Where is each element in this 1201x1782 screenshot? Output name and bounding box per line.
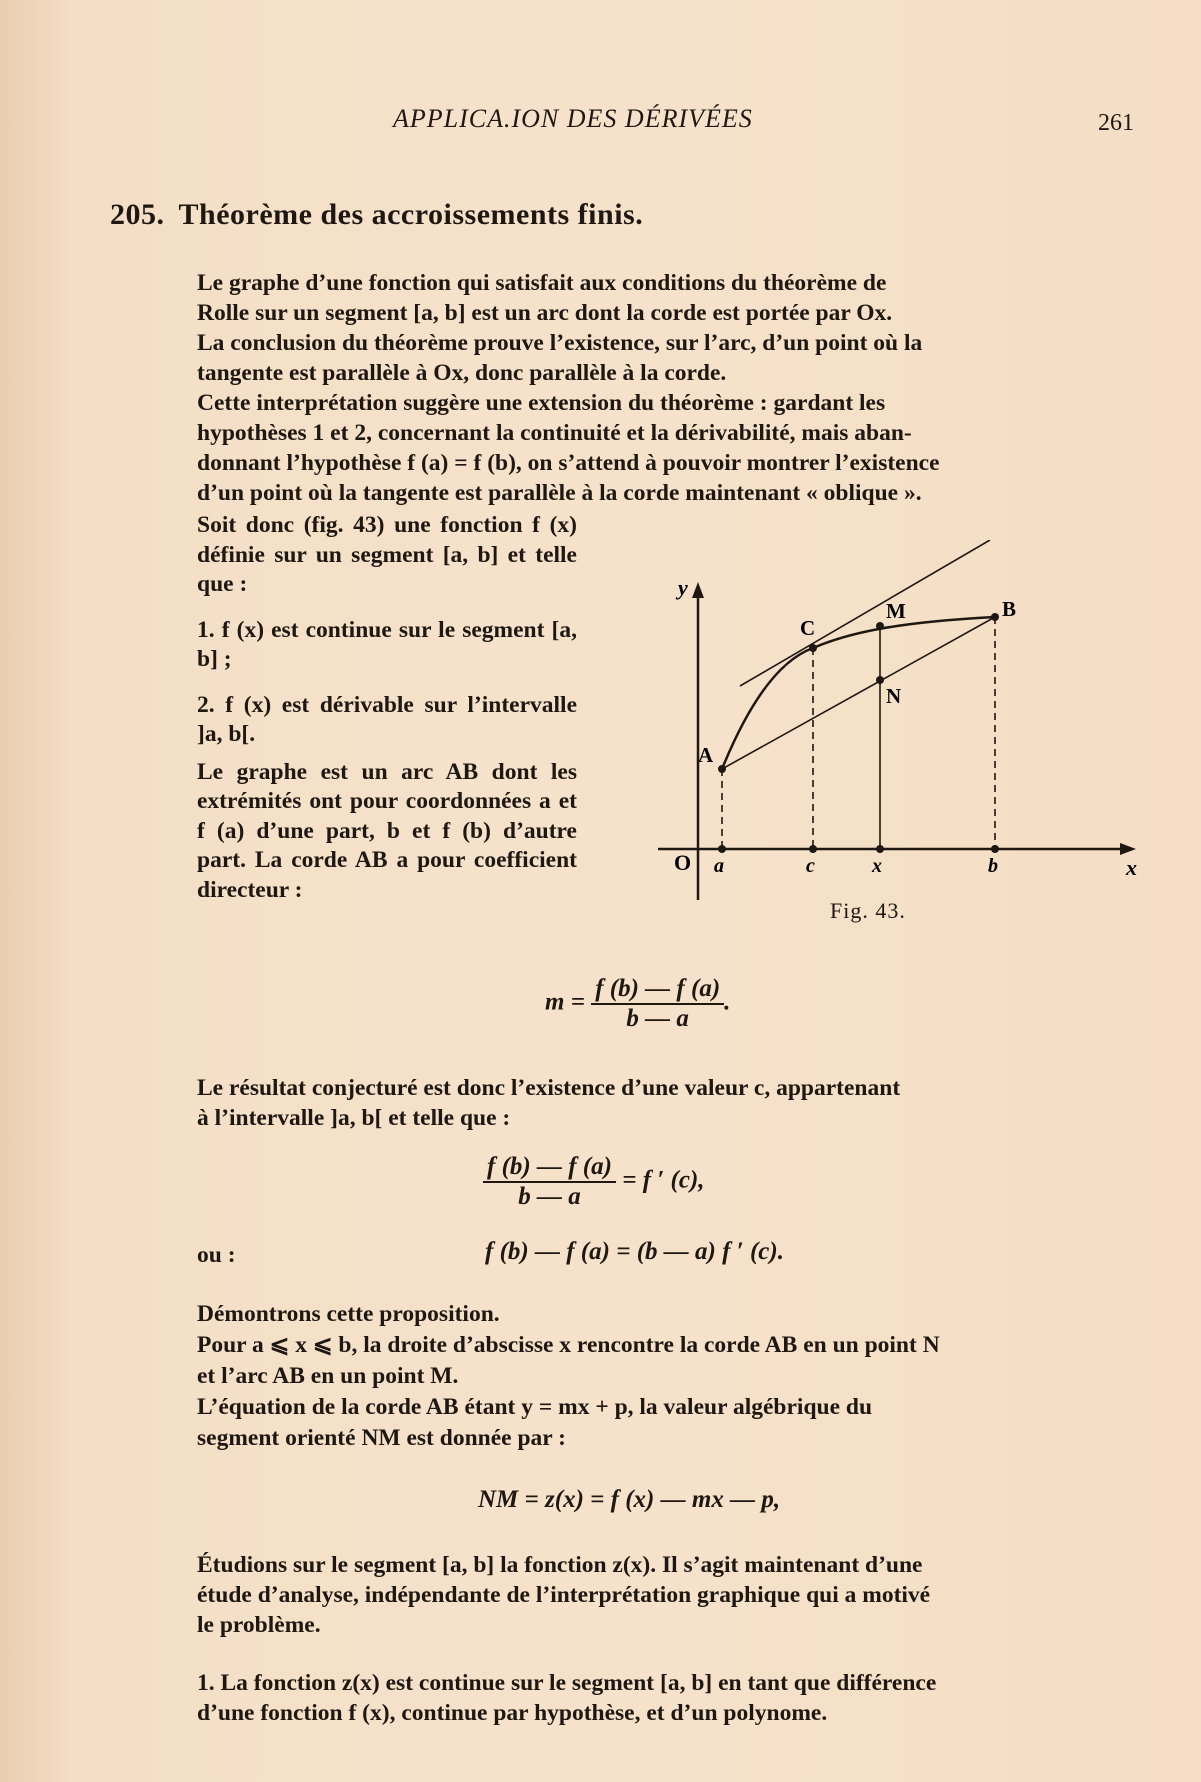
tick-a <box>718 845 726 853</box>
text-line: le problème. <box>197 1612 321 1638</box>
hypothesis-2: 2. f (x) est dérivable sur l’intervalle ]a, b[. <box>197 691 577 747</box>
formula-m-fraction <box>591 975 724 1033</box>
text-line: tangente est parallèle à Ox, donc parallèle à la corde. <box>197 360 727 386</box>
section-number: 205. <box>110 198 165 231</box>
formula-c-rhs: = f ′ (c), <box>622 1166 705 1194</box>
text-line: et l’arc AB en un point M. <box>197 1363 459 1389</box>
text-line: hypothèses 1 et 2, concernant la continuité et la dérivabilité, mais aban- <box>197 420 912 446</box>
text-line: Le graphe d’une fonction qui satisfait aux conditions du théorème de <box>197 270 887 296</box>
page-number: 261 <box>1098 110 1134 136</box>
label-y: y <box>678 575 688 600</box>
section-heading <box>110 198 643 232</box>
figure-43 <box>650 540 1150 910</box>
formula-c-den: b — a <box>518 1183 581 1210</box>
label-origin: O <box>674 850 692 875</box>
paragraph-continuity <box>197 1668 1140 1728</box>
tick-x <box>876 845 884 853</box>
text-line: segment orienté NM est donnée par : <box>197 1425 566 1451</box>
hypothesis-1: 1. f (x) est continue sur le segment [a, b] ; <box>197 616 577 672</box>
paragraph-demonstration <box>197 1299 1140 1454</box>
text-line: Cette interprétation suggère une extension du théorème : gardant les <box>197 390 886 416</box>
point-a <box>718 765 726 773</box>
intro-text: Soit donc (fig. 43) une fonction f (x) définie sur un segment [a, b] et telle que : <box>197 512 577 597</box>
text-line: Démontrons cette proposition. <box>197 1301 500 1327</box>
label-point-n: N <box>886 684 902 708</box>
section-title: Théorème des accroissements finis. <box>178 198 644 231</box>
text-line: d’un point où la tangente est parallèle à la corde maintenant « oblique ». <box>197 480 922 506</box>
running-title: APPLICA.ION DES DÉRIVÉES <box>393 104 753 133</box>
column-text <box>197 511 577 905</box>
paragraph-intro <box>197 268 1140 508</box>
label-b: b <box>988 855 998 877</box>
text-line: 1. La fonction z(x) est continue sur le segment [a, b] en tant que différence <box>197 1670 937 1696</box>
formula-c-fraction <box>483 1153 616 1211</box>
label-c: c <box>806 855 815 877</box>
point-b <box>991 613 999 621</box>
formula-nm: NM = z(x) = f (x) — mx — p, <box>478 1486 781 1513</box>
text-line: à l’intervalle ]a, b[ et telle que : <box>197 1105 511 1131</box>
paragraph-study <box>197 1550 1140 1640</box>
label-point-a: A <box>698 743 714 767</box>
formula-m-num: f (b) — f (a) <box>591 975 724 1005</box>
point-c <box>809 644 817 652</box>
formula-c-line2: f (b) — f (a) = (b — a) f ′ (c). <box>485 1238 784 1265</box>
formula-c-num: f (b) — f (a) <box>483 1153 616 1183</box>
label-a: a <box>714 855 724 877</box>
text-line: étude d’analyse, indépendante de l’interprétation graphique qui a motivé <box>197 1582 931 1608</box>
text-line: Le résultat conjecturé est donc l’existence d’une valeur c, appartenant <box>197 1075 901 1101</box>
formula-m-den: b — a <box>626 1005 689 1032</box>
formula-c <box>483 1153 705 1211</box>
text-line: Étudions sur le segment [a, b] la fonction z(x). Il s’agit maintenant d’une <box>197 1552 923 1578</box>
x-axis-arrow <box>1120 843 1136 855</box>
formula-m-end: . <box>724 988 731 1016</box>
tangent-line <box>740 540 990 686</box>
arc-paragraph: Le graphe est un arc AB dont les extrémités ont pour coordonnées a et f (a) d’une part, b et f (b) d’autre part. La corde AB a pour coefficient directeur : <box>197 758 577 903</box>
text-line: donnant l’hypothèse f (a) = f (b), on s’attend à pouvoir montrer l’existence <box>197 450 940 476</box>
text-line: Rolle sur un segment [a, b] est un arc dont la corde est portée par Ox. <box>197 300 893 326</box>
point-n <box>876 676 884 684</box>
tick-c <box>809 845 817 853</box>
label-point-b: B <box>1002 597 1017 621</box>
formula-m <box>545 975 730 1033</box>
tick-b <box>991 845 999 853</box>
point-m <box>876 622 884 630</box>
ou-label: ou : <box>197 1242 236 1268</box>
label-point-m: M <box>886 599 906 623</box>
label-point-c: C <box>800 616 816 640</box>
y-axis-arrow <box>692 582 704 598</box>
formula-m-lhs: m = <box>545 988 585 1016</box>
text-line: La conclusion du théorème prouve l’existence, sur l’arc, d’un point où la <box>197 330 923 356</box>
text-line: L’équation de la corde AB étant y = mx + p, la valeur algébrique du <box>197 1394 873 1420</box>
paragraph-conjecture <box>197 1073 1140 1133</box>
label-x: x <box>872 855 882 877</box>
text-line: d’une fonction f (x), continue par hypothèse, et d’un polynome. <box>197 1700 828 1726</box>
label-x-axis: x <box>1126 855 1137 880</box>
text-line: Pour a ⩽ x ⩽ b, la droite d’abscisse x rencontre la corde AB en un point N <box>197 1332 940 1358</box>
figure-caption: Fig. 43. <box>830 898 906 923</box>
